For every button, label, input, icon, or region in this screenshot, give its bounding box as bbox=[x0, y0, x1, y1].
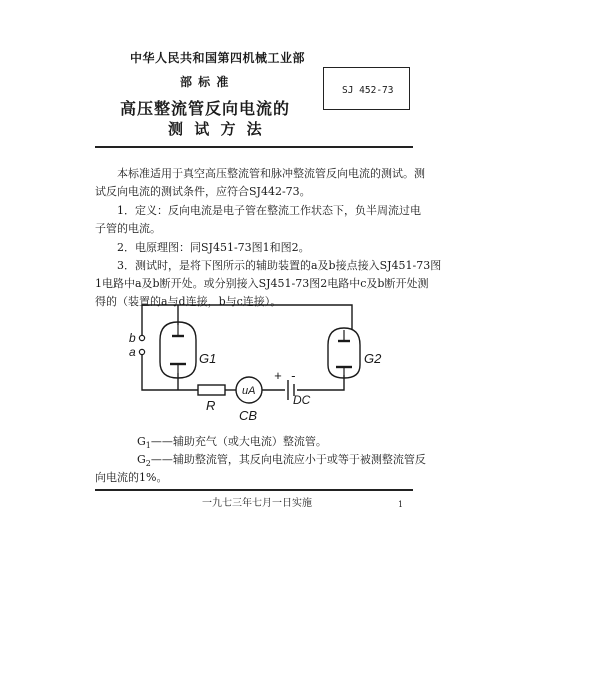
effective-date: 一九七三年七月一日实施 bbox=[202, 498, 312, 509]
top-wire bbox=[142, 305, 352, 338]
ministry-name: 中华人民共和国第四机械工业部 bbox=[130, 51, 306, 65]
item3-line1: 3．测试时，是将下图所示的辅助装置的a及b接点接入SJ451-73图 bbox=[117, 259, 442, 272]
legend-g1-text: ——辅助充气（或大电流）整流管。 bbox=[150, 435, 327, 448]
page-number: 1 bbox=[398, 500, 404, 509]
item3-line3: 得的（装置的a与d连接，b与c连接）。 bbox=[95, 295, 282, 308]
terminal-a bbox=[139, 349, 144, 354]
item3-line2: 1电路中a及b断开处。或分别接入SJ451-73图2电路中c及b断开处测 bbox=[95, 277, 429, 290]
label-minus: - bbox=[291, 368, 296, 383]
intro-line1: 本标准适用于真空高压整流管和脉冲整流管反向电流的测试。测 bbox=[117, 167, 425, 180]
label-g1: G1 bbox=[199, 351, 217, 366]
label-b: b bbox=[129, 331, 136, 345]
legend-g2-continuation: 向电流的1%。 bbox=[95, 471, 168, 484]
label-g2: G2 bbox=[364, 351, 382, 366]
label-dc: DC bbox=[293, 393, 311, 407]
legend-g1-sub: 1 bbox=[145, 441, 151, 451]
item1-line1: 1．定义：反向电流是电子管在整流工作状态下，负半周流过电 bbox=[117, 204, 421, 217]
bottom-rule bbox=[95, 489, 413, 491]
label-meter: uA bbox=[242, 385, 256, 397]
item1-line2: 子管的电流。 bbox=[95, 222, 161, 235]
legend-g1-symbol: G bbox=[137, 435, 146, 448]
item2-line: 2．电原理图：同SJ451-73图1和图2。 bbox=[117, 241, 310, 254]
label-cb: CB bbox=[239, 408, 258, 423]
legend-g2 bbox=[137, 451, 426, 473]
label-r: R bbox=[206, 398, 216, 413]
legend-g2-symbol: G bbox=[137, 453, 146, 466]
label-a: a bbox=[129, 345, 136, 359]
legend-g2-sub: 2 bbox=[145, 459, 151, 469]
intro-line2: 试反向电流的测试条件，应符合SJ442-73。 bbox=[95, 185, 311, 198]
bottom-wire bbox=[142, 352, 198, 390]
standard-number: SJ 452-73 bbox=[342, 85, 394, 96]
resistor-r bbox=[198, 385, 225, 395]
standard-level: 部 标 准 bbox=[180, 75, 230, 89]
label-plus: + bbox=[274, 368, 282, 383]
terminal-b bbox=[139, 335, 144, 340]
document-title-line1: 高压整流管反向电流的 bbox=[120, 99, 291, 118]
document-title-line2: 测 试 方 法 bbox=[168, 120, 265, 138]
legend-g2-text: ——辅助整流管，其反向电流应小于或等于被测整流管反 bbox=[150, 453, 426, 466]
